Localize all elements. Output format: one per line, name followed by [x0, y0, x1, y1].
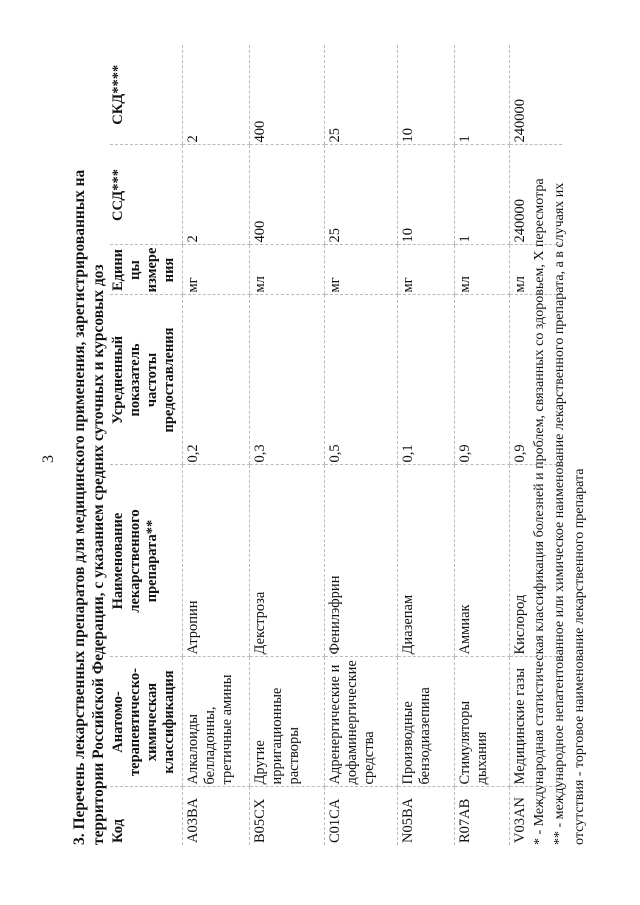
- table-row: [398, 45, 455, 845]
- header-units: Едини цы измере ния: [110, 245, 183, 295]
- cell-ssd: 2: [183, 145, 250, 245]
- cell-code: N05BA: [398, 787, 455, 845]
- table-row: [325, 45, 398, 845]
- page-number: 3: [40, 455, 57, 463]
- cell-drug: Атропин: [183, 465, 250, 657]
- cell-frequency: 0,5: [325, 295, 398, 465]
- title-line-1: 3. Перечень лекарственных препаратов для медицинского применения, зарегистрированных на: [71, 169, 88, 845]
- cell-atc: Стимуляторы дыхания: [455, 657, 510, 787]
- cell-ssd: 240000: [510, 145, 563, 245]
- table-row: [183, 45, 250, 845]
- cell-ssd: 400: [250, 145, 325, 245]
- section-title: [70, 170, 108, 845]
- cell-ssd: 1: [455, 145, 510, 245]
- cell-code: R07AB: [455, 787, 510, 845]
- cell-skd: 240000: [510, 45, 563, 145]
- cell-unit: мл: [455, 245, 510, 295]
- cell-ssd: 25: [325, 145, 398, 245]
- cell-skd: 1: [455, 45, 510, 145]
- cell-code: A03BA: [183, 787, 250, 845]
- cell-frequency: 0,9: [455, 295, 510, 465]
- cell-frequency: 0,1: [398, 295, 455, 465]
- cell-unit: мл: [250, 245, 325, 295]
- header-drug-name: Наименование лекарственного препарата**: [110, 465, 183, 657]
- cell-code: B05CX: [250, 787, 325, 845]
- cell-drug: Аммиак: [455, 465, 510, 657]
- header-code: Код: [110, 819, 126, 843]
- cell-drug: Диазепам: [398, 465, 455, 657]
- table-row: [455, 45, 510, 845]
- header-atc: Анатомо- терапевтическо- химическая классификация: [110, 657, 183, 787]
- table-header-row: [110, 45, 183, 845]
- cell-unit: мг: [183, 245, 250, 295]
- footnote-3: отсутствия - торговое наименование лекарственного препарата: [572, 468, 587, 845]
- footnote-2: ** - международное непатентованное или химическое наименование лекарственного препарата, а в случаях их: [552, 182, 567, 845]
- header-frequency: Усредненный показатель частоты предоставления: [110, 295, 183, 465]
- cell-ssd: 10: [398, 145, 455, 245]
- cell-frequency: 0,2: [183, 295, 250, 465]
- cell-atc: Другие ирригационные растворы: [250, 657, 325, 787]
- cell-atc: Адренергические и дофаминергические средства: [325, 657, 398, 787]
- drugs-table: [110, 45, 562, 845]
- header-skd: СКД****: [110, 45, 183, 145]
- cell-frequency: 0,3: [250, 295, 325, 465]
- cell-skd: 10: [398, 45, 455, 145]
- cell-skd: 25: [325, 45, 398, 145]
- cell-drug: Фенилэфрин: [325, 465, 398, 657]
- cell-code: C01CA: [325, 787, 398, 845]
- footnotes: [530, 178, 590, 845]
- table-row: [250, 45, 325, 845]
- cell-skd: 2: [183, 45, 250, 145]
- header-ssd: ССД***: [110, 145, 183, 245]
- cell-unit: мг: [398, 245, 455, 295]
- cell-drug: Декстроза: [250, 465, 325, 657]
- cell-atc: Производные бензодиазепина: [398, 657, 455, 787]
- title-line-2: территории Российской Федерации, с указанием средних суточных и курсовых доз: [90, 264, 107, 845]
- footnote-1: * - Международная статистическая классификация болезней и проблем, связанных со здоровьем, X пересмотра: [532, 178, 547, 845]
- cell-unit: мл: [510, 245, 563, 295]
- cell-code: V03AN: [510, 787, 563, 845]
- cell-frequency: 0,9: [510, 295, 563, 465]
- cell-atc: Медицинские газы: [510, 657, 563, 787]
- cell-unit: мг: [325, 245, 398, 295]
- cell-drug: Кислород: [510, 465, 563, 657]
- cell-skd: 400: [250, 45, 325, 145]
- cell-atc: Алкалоиды белладонны, третичные амины: [183, 657, 250, 787]
